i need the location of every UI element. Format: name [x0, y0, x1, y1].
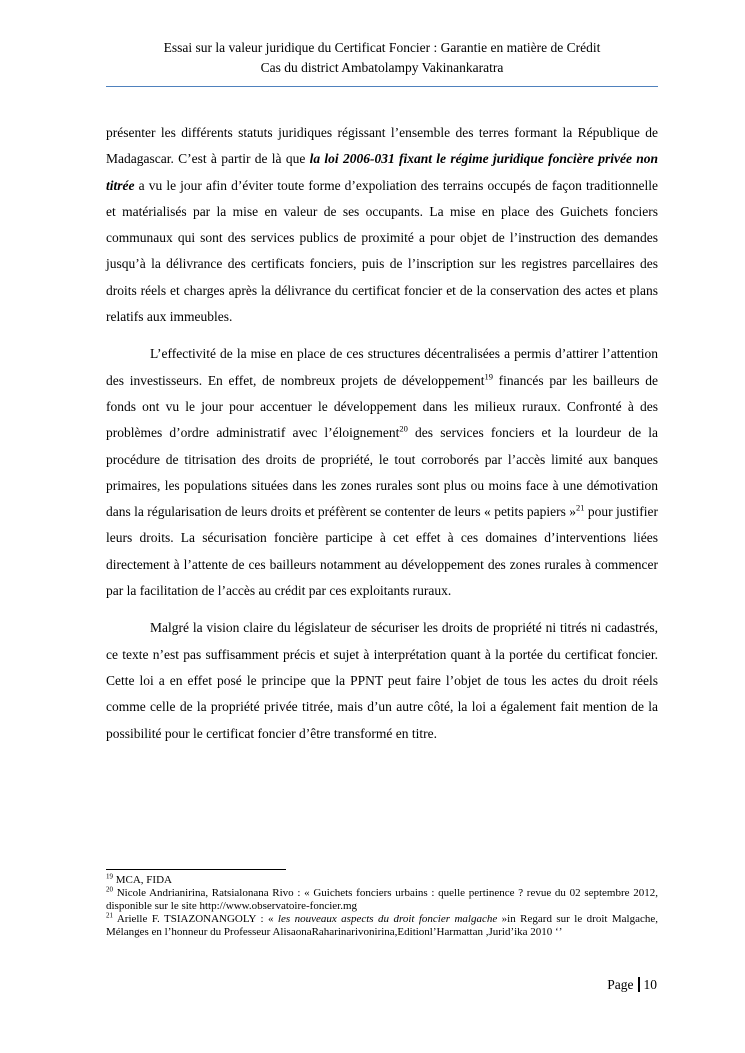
header-divider — [106, 86, 658, 87]
paragraph-1-text-a: présenter les différents statuts juridiques régissant l’ensemble des terres formant la République de Madagascar. C’est à partir de là que — [106, 125, 658, 167]
footnote-21 — [106, 913, 658, 939]
header-line-2: Cas du district Ambatolampy Vakinankaratra — [260, 60, 504, 75]
footnote-20 — [106, 887, 658, 913]
paragraph-2-text-b: financés par les bailleurs de fonds ont vu le jour pour accentuer le développement dans les milieux ruraux. Confronté à des problèmes d’ordre administratif avec l’éloignement — [106, 372, 659, 441]
page-separator — [638, 977, 640, 992]
main-text — [106, 120, 658, 758]
paragraph-2 — [106, 341, 658, 604]
footnotes — [106, 874, 658, 939]
footnote-text-a: Arielle F. TSIAZONANGOLY : « — [113, 913, 278, 925]
footnote-ref-21[interactable]: 21 — [575, 502, 585, 513]
footnote-number: 19 — [106, 872, 113, 881]
paragraph-3: Malgré la vision claire du législateur de sécuriser les droits de propriété ni titrés ni cadastrés, ce texte n’est pas suffisamment précis et sujet à interprétation quant à la portée du certificat foncier. Cette loi a en effet posé le principe que la PPNT peut faire l’objet de tous les actes du droit réels comme celle de la propriété privée titrée, mais d’un autre côté, la loi a également fait mention de la possibilité pour le certificat foncier d’être transformé en titre. — [106, 620, 658, 741]
footnote-text-b: »in Regard sur le droit Malgache, Mélanges en l’honneur du Professeur AlisaonaRaharinarivonirina,Editionl’Harmattan ,Jurid’ika 2010 ‘’ — [106, 913, 658, 938]
footnote-text: MCA, FIDA — [113, 874, 172, 886]
paragraph-1 — [106, 120, 658, 330]
paragraph-1-text-b: a vu le jour afin d’éviter toute forme d’expoliation des terrains occupés de façon traditionnelle et matérialisés par la mise en valeur de ses occupants. La mise en place des Guichets fonciers communaux qui sont des services publics de proximité a pour objet de l’instruction des demandes jusqu’à la délivrance des certificats fonciers, puis de l’inscription sur les registres parcellaires des droits réels et charges après la délivrance du certificat foncier et de la conservation des actes et plans relatifs aux immeubles. — [106, 177, 658, 325]
paragraph-2-text-c: des services fonciers et la lourdeur de la procédure de titrisation des droits de propriété, le tout corroborés par l’accès limité aux banques primaires, les populations situées dans les zones rurales sont plus ou moins face à une démotivation dans la régularisation de leurs droits et préfèrent se contenter de leurs « petits papiers » — [106, 425, 658, 520]
footnote-number: 21 — [106, 911, 113, 920]
running-header — [106, 38, 658, 78]
paragraph-2-text-a: L’effectivité de la mise en place de ces structures décentralisées a permis d’attirer l’attention des investisseurs. En effet, de nombreux projets de développement — [106, 346, 658, 388]
footnote-number: 20 — [106, 885, 113, 894]
page-number: 10 — [643, 977, 657, 992]
footnote-ref-20[interactable]: 20 — [399, 423, 408, 434]
footnote-divider — [106, 869, 286, 870]
footnote-text: Nicole Andrianirina, Ratsialonana Rivo : « Guichets fonciers urbains : quelle pertinence ? revue du 02 septembre 2012, disponible sur le site http://www.observatoire-foncier.mg — [106, 887, 658, 912]
page-label: Page — [607, 977, 634, 992]
law-reference: la loi 2006-031 fixant le régime juridique foncière privée non titrée — [106, 151, 658, 193]
footnote-ref-19[interactable]: 19 — [484, 371, 493, 382]
paragraph-2-text-d: pour justifier leurs droits. La sécurisation foncière participe à cet effet à ces domaines d’interventions liées directement à l’attente de ces bailleurs notamment au développement des zones rurales à commencer par la facilitation de l’accès au crédit par ces exploitants ruraux. — [106, 504, 658, 599]
page-number-footer — [607, 977, 657, 993]
footnote-19 — [106, 874, 658, 887]
footnote-title: les nouveaux aspects du droit foncier malgache — [277, 913, 498, 925]
header-line-1: Essai sur la valeur juridique du Certificat Foncier : Garantie en matière de Crédit — [163, 40, 601, 55]
